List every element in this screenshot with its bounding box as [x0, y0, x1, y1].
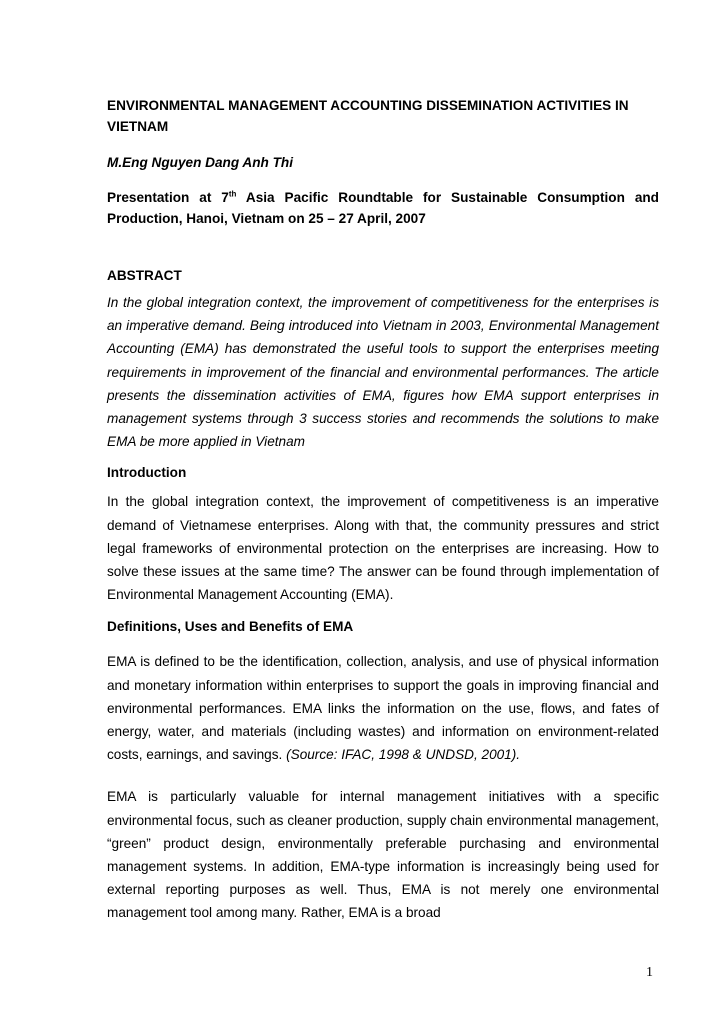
- page-number: 1: [646, 965, 653, 980]
- presentation-info: [107, 187, 659, 229]
- definitions-paragraph-2: EMA is particularly valuable for internal management initiatives with a specific environmental focus, such as cleaner production, supply chain environmental management, “green” product design, environmentally preferable purchasing and environmental management systems. In addition, EMA-type information is increasingly being used for external reporting purposes as well. Thus, EMA is not merely one environmental management tool among many. Rather, EMA is a broad: [107, 789, 659, 921]
- abstract-text: In the global integration context, the improvement of competitiveness for the enterprises is an imperative demand. Being introduced into Vietnam in 2003, Environmental Management Accounting (EMA) has demonstrated the useful tools to support the enterprises meeting requirements in improvement of the financial and environmental performances. The article presents the dissemination activities of EMA, figures how EMA support enterprises in management systems through 3 success stories and recommends the solutions to make EMA be more applied in Vietnam: [107, 295, 659, 450]
- ordinal-superscript: th: [228, 189, 237, 199]
- definitions-paragraph-1: [107, 650, 659, 766]
- document-title: ENVIRONMENTAL MANAGEMENT ACCOUNTING DISSEMINATION ACTIVITIES IN VIETNAM: [107, 98, 629, 134]
- introduction-text: In the global integration context, the improvement of competitiveness is an imperative demand of Vietnamese enterprises. Along with that, the community pressures and strict legal frameworks of environmental protection on the enterprises are increasing. How to solve these issues at the same time? The answer can be found through implementation of Environmental Management Accounting (EMA).: [107, 494, 659, 603]
- presentation-prefix: Presentation at 7: [107, 190, 229, 205]
- presentation-suffix: Asia Pacific Roundtable for Sustainable Consumption and Production, Hanoi, Vietnam on 25 – 27 April, 2007: [107, 190, 659, 226]
- abstract-heading: ABSTRACT: [107, 268, 182, 283]
- definitions-heading: Definitions, Uses and Benefits of EMA: [107, 619, 354, 635]
- author-name: M.Eng Nguyen Dang Anh Thi: [107, 155, 294, 170]
- definitions-paragraph-1-text: EMA is defined to be the identification, collection, analysis, and use of physical information and monetary information within enterprises to support the goals in improving financial and environmental performances. EMA links the information on the use, flows, and fates of energy, water, and materials (including wastes) and information on environment-related costs, earnings, and savings.: [107, 654, 659, 763]
- page-content: [107, 95, 659, 925]
- introduction-heading: Introduction: [107, 465, 187, 481]
- source-citation: (Source: IFAC, 1998 & UNDSD, 2001).: [286, 747, 521, 763]
